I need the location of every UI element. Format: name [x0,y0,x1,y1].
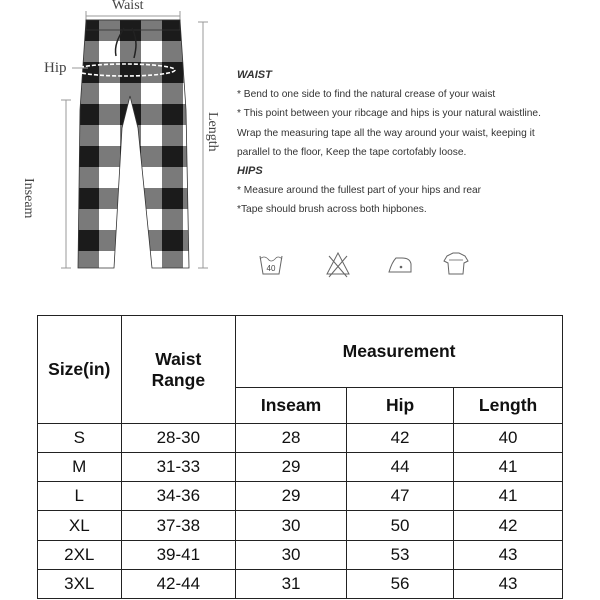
waist-label: Waist [112,0,144,13]
wash-40-icon [258,250,284,280]
length-column-header: Length [454,388,563,424]
measurement-instructions [237,66,577,220]
waist-cell: 37-38 [121,511,236,540]
size-cell: 3XL [38,569,122,598]
table-row [38,482,563,511]
size-chart-table [37,315,563,599]
pants-shape [78,20,189,268]
waist-instruction-line: parallel to the floor, Keep the tape cortofably loose. [237,146,467,158]
length-cell: 43 [454,540,563,569]
size-column-header: Size(in) [38,316,122,424]
table-row [38,511,563,540]
size-cell: S [38,424,122,453]
inseam-cell: 30 [236,511,347,540]
waist-cell: 28-30 [121,424,236,453]
hip-cell: 44 [346,453,453,482]
measurement-group-header: Measurement [236,316,563,388]
length-cell: 43 [454,569,563,598]
inseam-dimension-line [61,100,71,268]
waist-cell: 31-33 [121,453,236,482]
waist-instruction-line: Wrap the measuring tape all the way around your waist, keeping it [237,127,535,139]
hip-cell: 56 [346,569,453,598]
inseam-column-header: Inseam [236,388,347,424]
hip-label: Hip [44,60,67,76]
table-row [38,453,563,482]
hips-instruction-line: * Measure around the fullest part of your hips and rear [237,185,482,197]
length-dimension-line [198,22,208,268]
inseam-label: Inseam [21,178,36,219]
inseam-cell: 31 [236,569,347,598]
length-cell: 41 [454,453,563,482]
waist-instruction-line: * Bend to one side to find the natural crease of your waist [237,89,496,101]
inseam-cell: 29 [236,482,347,511]
length-cell: 42 [454,511,563,540]
inseam-cell: 30 [236,540,347,569]
waist-cell: 42-44 [121,569,236,598]
length-cell: 40 [454,424,563,453]
table-row [38,569,563,598]
waist-cell: 34-36 [121,482,236,511]
tumble-dry-icon [442,250,470,280]
waist-range-column-header [121,316,236,424]
hips-heading: HIPS [237,165,263,178]
size-cell: M [38,453,122,482]
hip-cell: 53 [346,540,453,569]
inseam-cell: 29 [236,453,347,482]
waist-heading: WAIST [237,69,272,81]
waist-instruction-line: * This point between your ribcage and hips is your natural waistline. [237,108,541,120]
table-row [38,540,563,569]
wash-temp-text: 40 [266,264,276,273]
length-cell: 41 [454,482,563,511]
table-row [38,424,563,453]
inseam-cell: 28 [236,424,347,453]
waist-cell: 39-41 [121,540,236,569]
size-cell: XL [38,511,122,540]
iron-low-icon [386,250,414,280]
size-cell: 2XL [38,540,122,569]
size-cell: L [38,482,122,511]
length-label: Length [205,112,220,152]
hip-cell: 42 [346,424,453,453]
hip-cell: 50 [346,511,453,540]
hip-cell: 47 [346,482,453,511]
do-not-bleach-icon [325,250,351,280]
waist-header-line2: Range [151,369,206,390]
waist-dimension-line [86,11,180,21]
waist-header-line1: Waist [155,348,202,369]
hips-instruction-line: *Tape should brush across both hipbones. [237,204,427,216]
hip-column-header: Hip [346,388,453,424]
